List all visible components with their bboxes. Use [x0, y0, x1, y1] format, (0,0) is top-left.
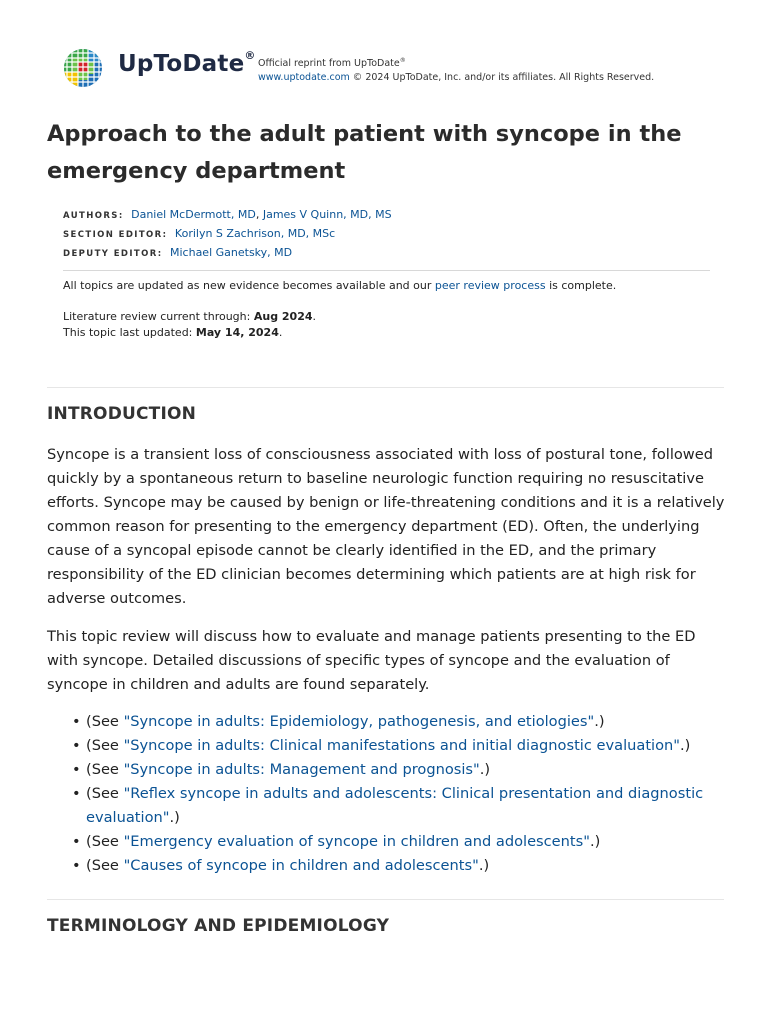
see-link[interactable]: "Syncope in adults: Management and prognosis" — [123, 761, 480, 778]
byline — [63, 206, 392, 263]
authors-label: AUTHORS: — [63, 211, 124, 221]
page-title: Approach to the adult patient with syncope in the emergency department — [47, 121, 682, 184]
section-heading-terminology: TERMINOLOGY AND EPIDEMIOLOGY — [47, 916, 390, 936]
peer-review-link[interactable]: peer review process — [434, 279, 546, 292]
list-item: • (See "Syncope in adults: Epidemiology, pathogenesis, and etiologies".) — [86, 710, 766, 734]
last-updated-line: This topic last updated: May 14, 2024. — [63, 326, 283, 339]
section-editor-link[interactable]: Korilyn S Zachrison, MD, MSc — [174, 227, 336, 240]
intro-paragraph: This topic review will discuss how to evaluate and manage patients presenting to the ED with syncope. Detailed discussions of specific types of syncope and the evaluation of syncope in children and adults are found separately. — [47, 628, 696, 693]
section-editor-row — [63, 225, 392, 244]
site-link[interactable]: www.uptodate.com — [258, 72, 350, 84]
copyright-text: © 2024 UpToDate, Inc. and/or its affiliates. All Rights Reserved. — [349, 72, 655, 84]
review-dates — [63, 309, 316, 341]
author-link-mcdermott[interactable]: Daniel McDermott, MD — [131, 208, 256, 221]
see-link[interactable]: "Reflex syncope in adults and adolescents: Clinical presentation and diagnostic evaluation" — [86, 785, 704, 826]
update-note: All topics are updated as new evidence becomes available and our peer review process is complete. — [63, 279, 617, 292]
list-item: • (See "Emergency evaluation of syncope in children and adolescents".) — [86, 830, 766, 854]
see-link[interactable]: "Emergency evaluation of syncope in children and adolescents" — [123, 833, 590, 850]
section-editor-label: SECTION EDITOR: — [63, 230, 168, 240]
list-item: • (See "Syncope in adults: Management and prognosis".) — [86, 758, 766, 782]
see-link[interactable]: "Causes of syncope in children and adolescents" — [123, 857, 479, 874]
deputy-editor-label: DEPUTY EDITOR: — [63, 249, 163, 259]
see-also-list — [47, 710, 766, 878]
site-header — [62, 48, 722, 92]
list-item: • (See "Reflex syncope in adults and adolescents: Clinical presentation and diagnostic evaluation".) — [86, 782, 766, 830]
divider — [47, 899, 724, 900]
divider — [63, 270, 710, 271]
list-item: • (See "Causes of syncope in children and adolescents".) — [86, 854, 766, 878]
divider — [47, 387, 724, 388]
see-link[interactable]: "Syncope in adults: Clinical manifestations and initial diagnostic evaluation" — [123, 737, 680, 754]
reprint-notice: Official reprint from UpToDate® www.uptodate.com © 2024 UpToDate, Inc. and/or its affiliates. All Rights Reserved. — [258, 57, 655, 84]
intro-paragraph: Syncope is a transient loss of consciousness associated with loss of postural tone, followed quickly by a spontaneous return to baseline neurologic function requiring no resuscitative efforts. Syncope may be caused by benign or life-threatening conditions and it is a relatively common reason for presenting to the emergency department (ED). Often, the underlying cause of a syncopal episode cannot be clearly identified in the ED, and the primary responsibility of the ED clinician becomes determining which patients are at high risk for adverse outcomes. — [47, 446, 725, 607]
deputy-editor-row — [63, 244, 392, 263]
author-link-quinn[interactable]: James V Quinn, MD, MS — [262, 208, 392, 221]
section-heading-introduction: INTRODUCTION — [47, 404, 197, 424]
deputy-editor-link[interactable]: Michael Ganetsky, MD — [170, 246, 293, 259]
brand-name: UpToDate® — [118, 49, 256, 77]
literature-review-line: Literature review current through: Aug 2024. — [63, 310, 317, 323]
authors-row: AUTHORS: Daniel McDermott, MD, James V Quinn, MD, MS — [63, 208, 392, 221]
list-item: • (See "Syncope in adults: Clinical manifestations and initial diagnostic evaluation".) — [86, 734, 766, 758]
see-link[interactable]: "Syncope in adults: Epidemiology, pathogenesis, and etiologies" — [123, 713, 595, 730]
uptodate-logo-icon[interactable] — [62, 48, 104, 90]
reprint-line: Official reprint from UpToDate — [258, 58, 400, 70]
